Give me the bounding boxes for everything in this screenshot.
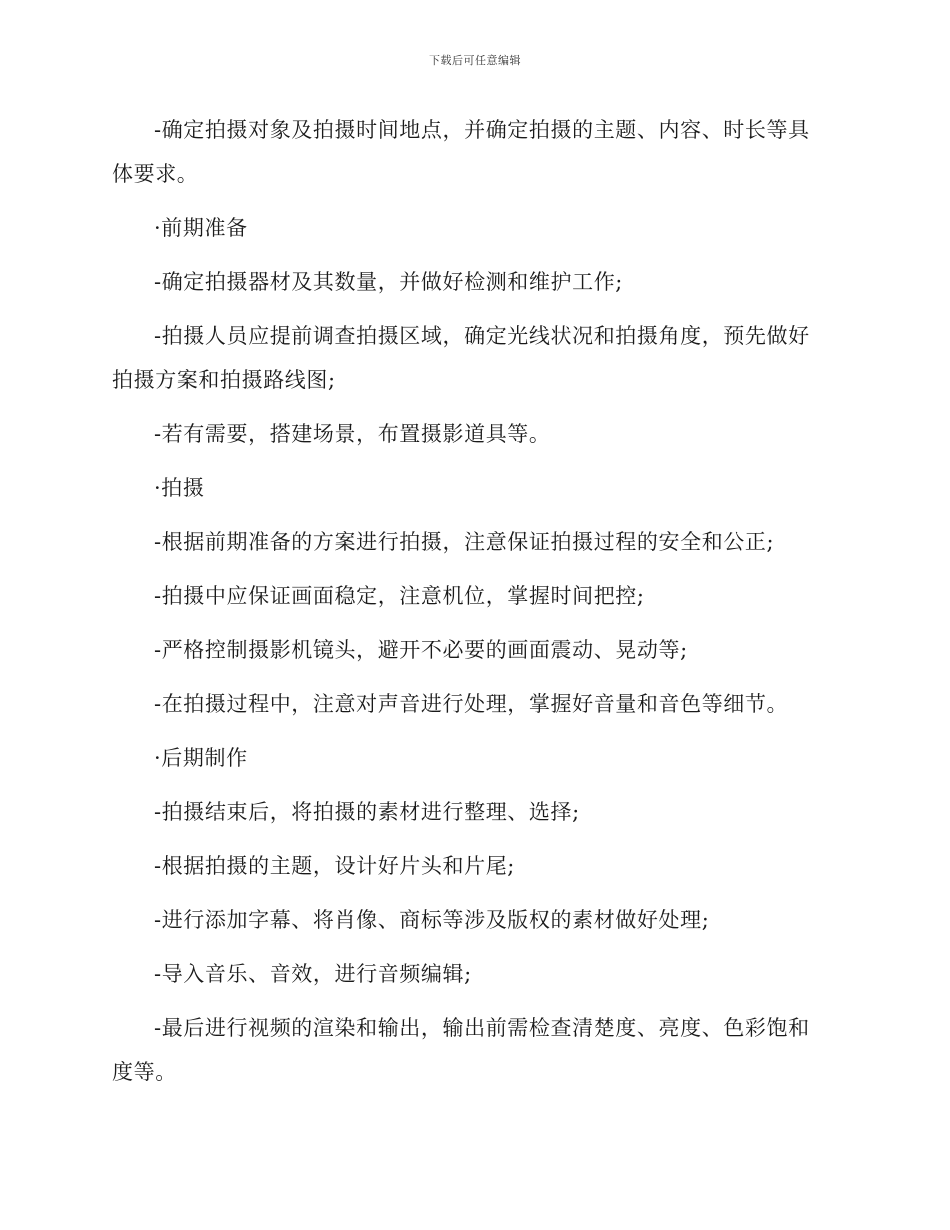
paragraph-shoot-plan: -根据前期准备的方案进行拍摄，注意保证拍摄过程的安全和公正; (154, 530, 775, 554)
paragraph-material-sorting: -拍摄结束后，将拍摄的素材进行整理、选择; (154, 800, 580, 824)
section-heading-post-production: ·后期制作 (154, 746, 248, 770)
paragraph-lens-control: -严格控制摄影机镜头，避开不必要的画面震动、晃动等; (154, 638, 688, 662)
section-heading-shooting: ·拍摄 (154, 476, 205, 500)
paragraph-stable-frame: -拍摄中应保证画面稳定，注意机位，掌握时间把控; (154, 584, 645, 608)
paragraph-audio-editing: -导入音乐、音效，进行音频编辑; (154, 962, 472, 986)
paragraph-goal-requirements: -确定拍摄对象及拍摄时间地点，并确定拍摄的主题、内容、时长等具体要求。 (112, 118, 810, 186)
paragraph-intro-outro: -根据拍摄的主题，设计好片头和片尾; (154, 854, 515, 878)
paragraph-render-output: -最后进行视频的渲染和输出，输出前需检查清楚度、亮度、色彩饱和度等。 (112, 1016, 810, 1084)
paragraph-equipment: -确定拍摄器材及其数量，并做好检测和维护工作; (154, 270, 623, 294)
section-heading-preparation: ·前期准备 (154, 216, 248, 240)
paragraph-sound: -在拍摄过程中，注意对声音进行处理，掌握好音量和音色等细节。 (154, 692, 789, 716)
document-body (112, 108, 824, 1104)
page-header: 下载后可任意编辑 (429, 54, 521, 67)
paragraph-scene-setup: -若有需要，搭建场景，布置摄影道具等。 (154, 422, 551, 446)
paragraph-subtitles-copyright: -进行添加字幕、将肖像、商标等涉及版权的素材做好处理; (154, 908, 710, 932)
paragraph-site-survey: -拍摄人员应提前调查拍摄区域，确定光线状况和拍摄角度，预先做好拍摄方案和拍摄路线图; (112, 324, 810, 392)
